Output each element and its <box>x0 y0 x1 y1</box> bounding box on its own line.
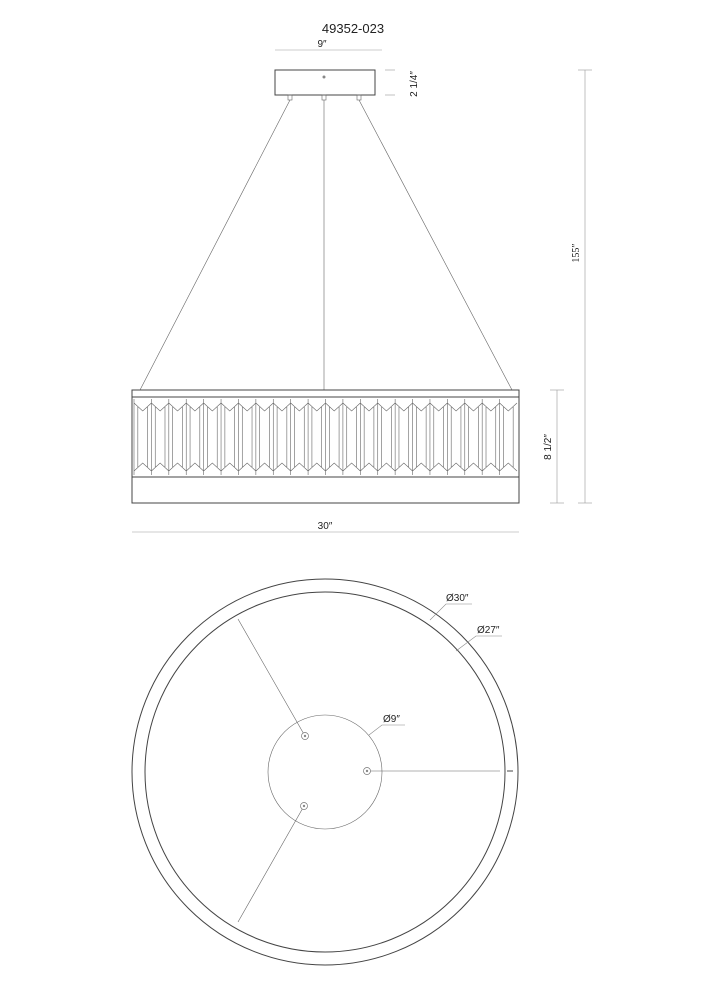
ring-width-dimension <box>132 521 519 532</box>
overall-height-dimension <box>571 70 592 503</box>
outer-diameter-callout <box>430 593 472 620</box>
crystal-prism <box>151 399 168 475</box>
crystal-prism <box>204 399 221 475</box>
overall-height-label: 155″ <box>571 243 582 263</box>
ring-height-label: 8 1/2″ <box>543 434 554 460</box>
ring-height-dimension <box>543 390 564 503</box>
canopy-diameter-callout <box>369 714 405 735</box>
crystal-prism <box>169 399 186 475</box>
crystal-prism <box>256 399 273 475</box>
crystal-prism <box>238 399 255 475</box>
crystal-prism <box>482 399 499 475</box>
crystal-prism <box>273 399 290 475</box>
inner-diameter-label: Ø27″ <box>477 625 500 636</box>
outer-diameter-label: Ø30″ <box>446 593 469 604</box>
ring-width-label: 30″ <box>317 521 333 532</box>
crystal-prism <box>291 399 308 475</box>
inner-diameter-callout <box>456 625 502 651</box>
canopy-height-label: 2 1/4″ <box>409 71 420 97</box>
crystal-prism <box>447 399 464 475</box>
crystal-prism <box>134 399 151 475</box>
inner-ring-circle <box>145 592 505 952</box>
crystal-pattern <box>134 399 517 475</box>
crystal-prism <box>308 399 325 475</box>
canopy-diameter-label: Ø9″ <box>383 714 400 725</box>
crystal-prism <box>500 399 517 475</box>
canopy-width-dimension <box>275 39 382 50</box>
outer-ring-circle <box>132 579 518 965</box>
side-view <box>132 39 592 532</box>
crystal-prism <box>413 399 430 475</box>
suspension-cables <box>140 100 512 390</box>
ring-fixture-side <box>132 390 519 503</box>
canopy <box>275 70 375 100</box>
crystal-prism <box>343 399 360 475</box>
crystal-prism <box>326 399 343 475</box>
crystal-prism <box>430 399 447 475</box>
crystal-prism <box>378 399 395 475</box>
canopy-height-dimension <box>385 70 420 97</box>
crystal-prism <box>360 399 377 475</box>
top-view <box>132 579 518 965</box>
crystal-prism <box>465 399 482 475</box>
crystal-prism <box>221 399 238 475</box>
mount-holes <box>301 733 371 810</box>
crystal-prism <box>395 399 412 475</box>
canopy-width-label: 9″ <box>317 39 327 50</box>
model-number: 49352-023 <box>321 21 385 36</box>
crystal-prism <box>186 399 203 475</box>
